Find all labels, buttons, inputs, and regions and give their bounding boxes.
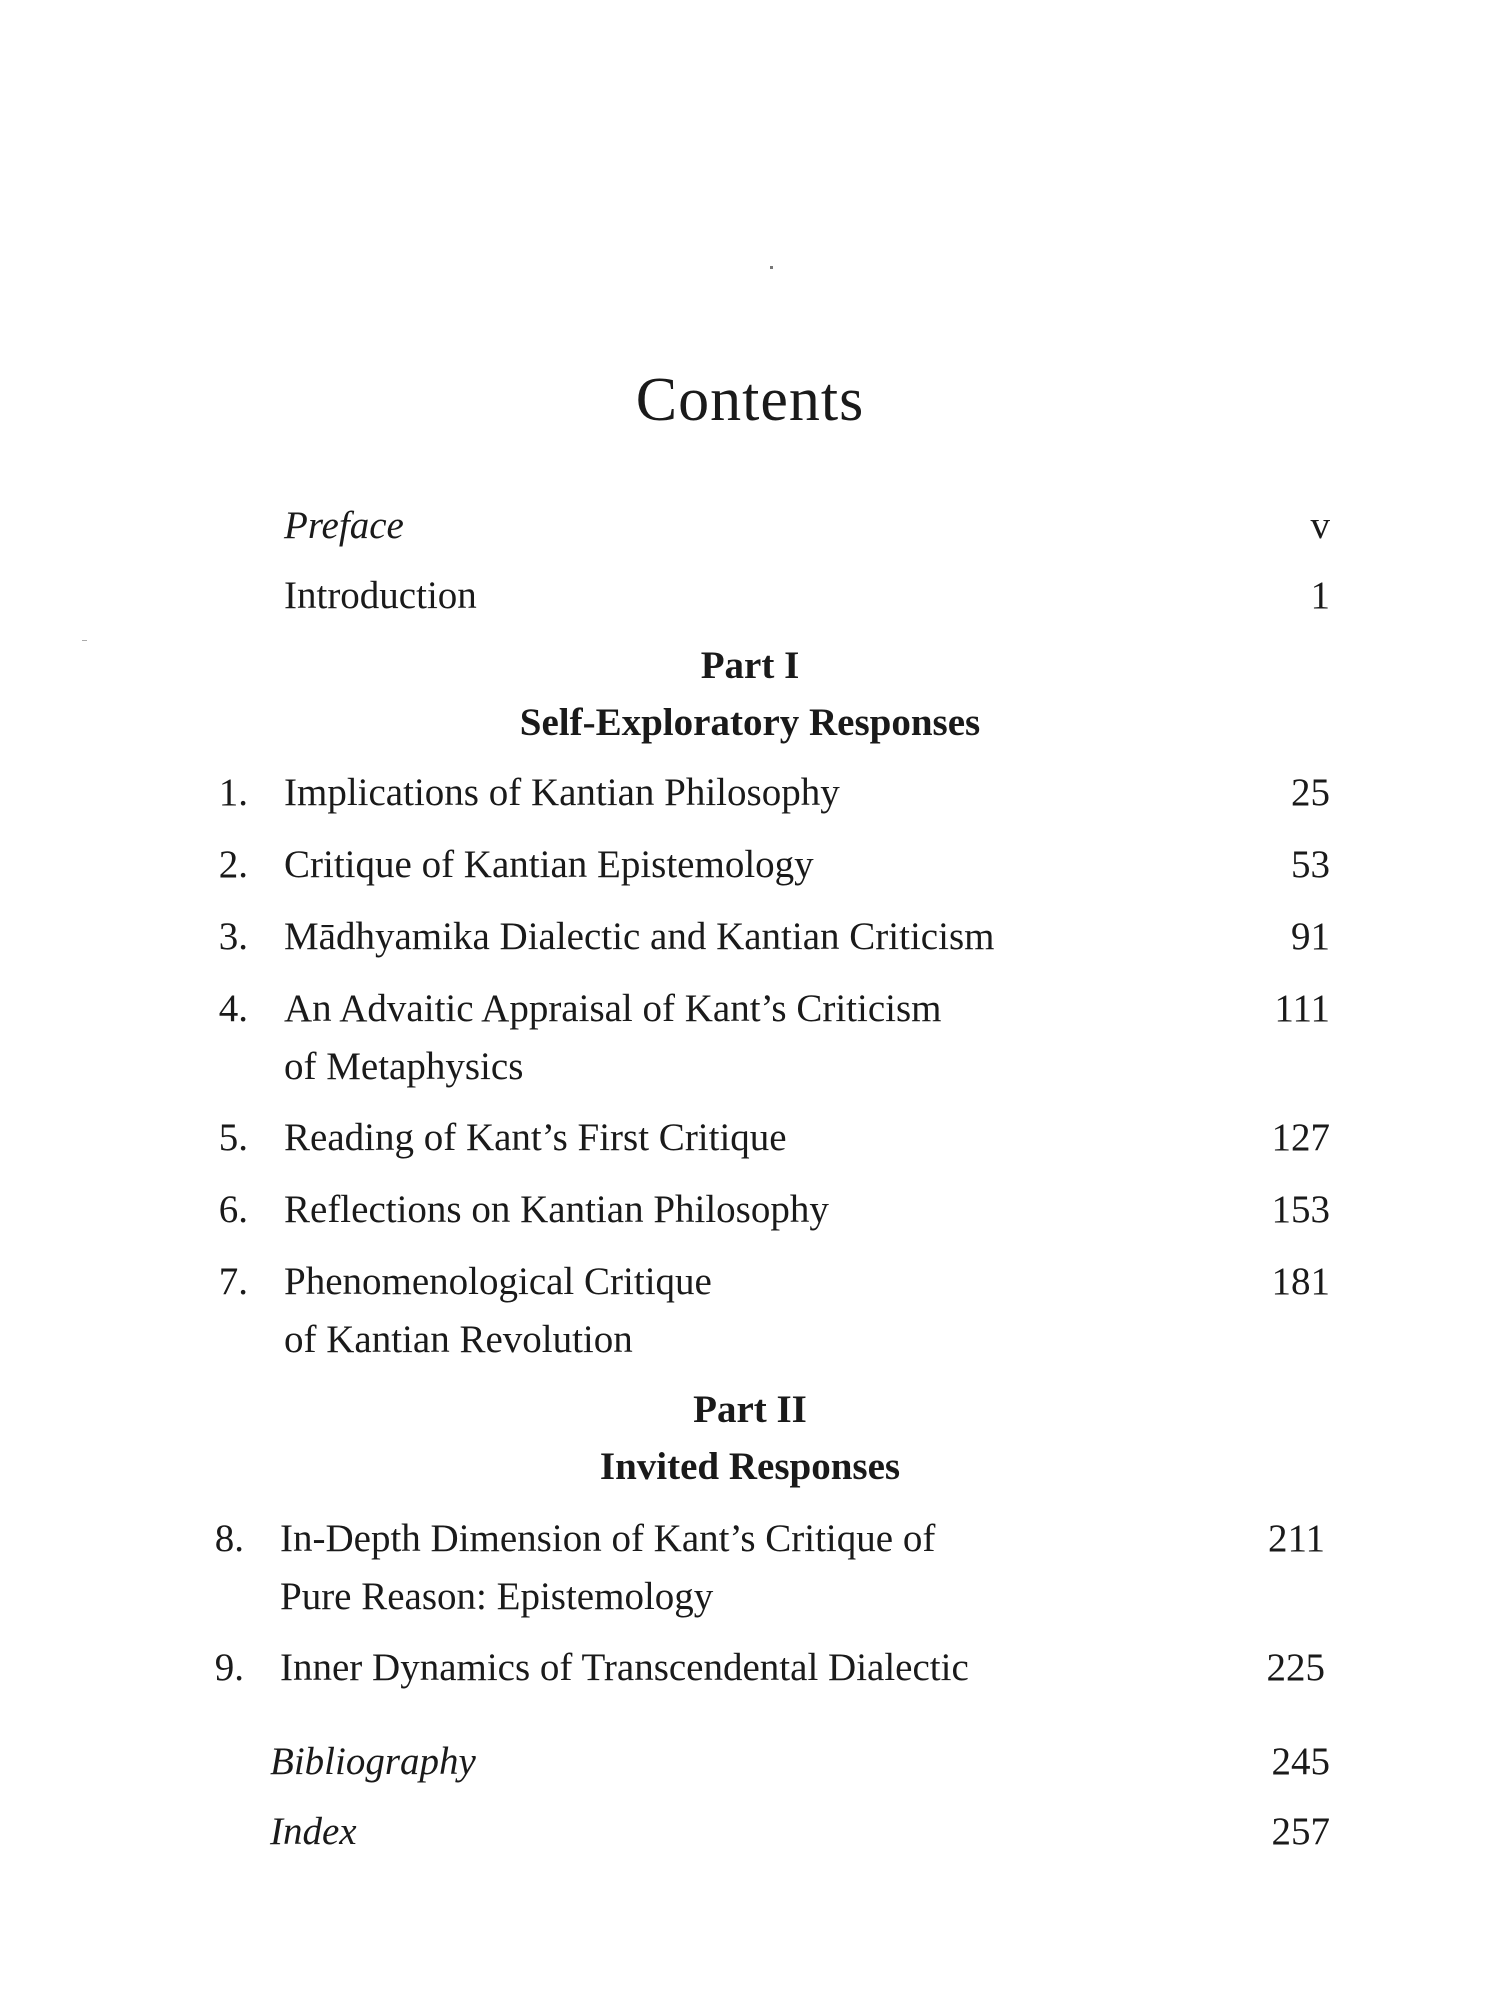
toc-entry-introduction — [0, 573, 1500, 633]
chapter-title: Mādhyamika Dialectic and Kantian Criticism — [284, 915, 995, 958]
chapter-title: Reading of Kant’s First Critique — [284, 1116, 787, 1159]
toc-entry-chapter-1 — [0, 770, 1500, 830]
chapter-number: 3. — [218, 915, 248, 958]
toc-entry-page: 257 — [1271, 1810, 1330, 1853]
chapter-number: 9. — [214, 1646, 244, 1689]
toc-entry-bibliography — [0, 1739, 1500, 1799]
chapter-title: Implications of Kantian Philosophy — [284, 771, 840, 814]
toc-entry-chapter-2 — [0, 842, 1500, 902]
toc-entry-page: 1 — [1310, 574, 1330, 617]
toc-entry-page: 91 — [1291, 915, 1330, 958]
chapter-title-continued: of Metaphysics — [284, 1045, 524, 1088]
chapter-title: Phenomenological Critique — [284, 1260, 712, 1303]
chapter-number: 4. — [218, 987, 248, 1030]
chapter-number: 8. — [214, 1517, 244, 1560]
chapter-title: In-Depth Dimension of Kant’s Critique of — [280, 1517, 936, 1560]
toc-entry-preface — [0, 503, 1500, 563]
toc-entry-page: 111 — [1274, 987, 1330, 1030]
chapter-number: 6. — [218, 1188, 248, 1231]
toc-entry-page: 153 — [1271, 1188, 1330, 1231]
toc-entry-page: 53 — [1291, 843, 1330, 886]
part-heading: Self-Exploratory Responses — [519, 701, 981, 744]
toc-entry-chapter-9 — [0, 1645, 1500, 1705]
toc-entry-chapter-3 — [0, 914, 1500, 974]
toc-entry-label: Introduction — [284, 574, 477, 617]
chapter-number: 2. — [218, 843, 248, 886]
toc-entry-chapter-7 — [0, 1259, 1500, 1361]
toc-entry-label: Index — [270, 1810, 357, 1853]
toc-entry-chapter-8 — [0, 1516, 1500, 1618]
toc-entry-page: v — [1310, 504, 1330, 547]
toc-entry-page: 127 — [1271, 1116, 1330, 1159]
toc-entry-chapter-4 — [0, 986, 1500, 1088]
chapter-title: An Advaitic Appraisal of Kant’s Criticism — [284, 987, 942, 1030]
chapter-title: Reflections on Kantian Philosophy — [284, 1188, 829, 1231]
toc-entry-chapter-5 — [0, 1115, 1500, 1175]
toc-entry-page: 225 — [1266, 1646, 1325, 1689]
chapter-title: Critique of Kantian Epistemology — [284, 843, 814, 886]
page-title: Contents — [635, 366, 865, 434]
chapter-number: 7. — [218, 1260, 248, 1303]
toc-entry-label: Preface — [284, 504, 404, 547]
dust-speck — [770, 266, 773, 269]
part-label: Part II — [693, 1388, 807, 1431]
toc-entry-page: 25 — [1291, 771, 1330, 814]
part-label: Part I — [700, 644, 800, 687]
toc-entry-page: 181 — [1271, 1260, 1330, 1303]
toc-entry-page: 245 — [1271, 1740, 1330, 1783]
chapter-number: 5. — [218, 1116, 248, 1159]
chapter-title-continued: of Kantian Revolution — [284, 1318, 633, 1361]
toc-entry-chapter-6 — [0, 1187, 1500, 1247]
part-heading: Invited Responses — [599, 1445, 901, 1488]
toc-entry-index — [0, 1809, 1500, 1869]
dust-speck — [82, 640, 87, 641]
chapter-title-continued: Pure Reason: Epistemology — [280, 1575, 714, 1618]
chapter-title: Inner Dynamics of Transcendental Dialectic — [280, 1646, 969, 1689]
toc-entry-label: Bibliography — [270, 1740, 476, 1783]
chapter-number: 1. — [218, 771, 248, 814]
toc-entry-page: 211 — [1267, 1517, 1325, 1560]
